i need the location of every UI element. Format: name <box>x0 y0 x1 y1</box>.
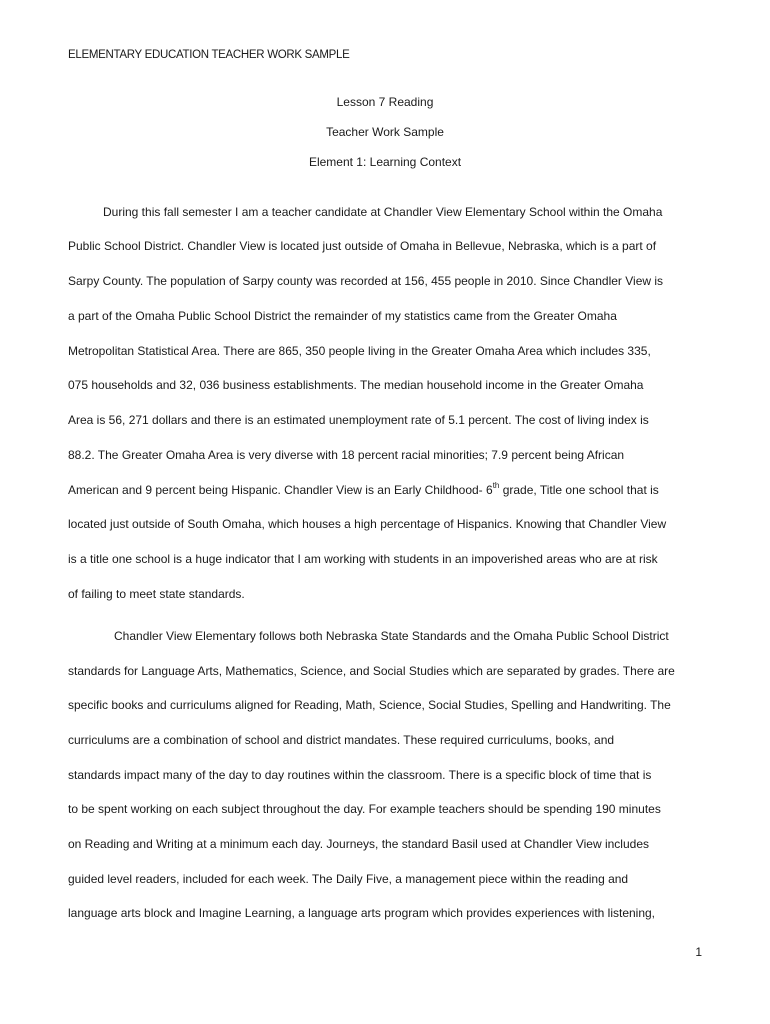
paragraph-1-line: Public School District. Chandler View is located just outside of Omaha in Bellevue, Nebraska, which is a part of <box>68 239 657 253</box>
paragraph-1-line: Metropolitan Statistical Area. There are 865, 350 people living in the Greater Omaha Area which includes 335, <box>68 344 651 358</box>
paragraph-1-line: 88.2. The Greater Omaha Area is very diverse with 18 percent racial minorities; 7.9 percent being African <box>68 448 625 462</box>
running-header: ELEMENTARY EDUCATION TEACHER WORK SAMPLE <box>68 49 350 61</box>
paragraph-1-line: Sarpy County. The population of Sarpy county was recorded at 156, 455 people in 2010. Since Chandler View is <box>68 274 664 288</box>
paragraph-2-line: language arts block and Imagine Learning, a language arts program which provides experiences with listening, <box>68 906 656 920</box>
paragraph-1-line: Area is 56, 271 dollars and there is an estimated unemployment rate of 5.1 percent. The cost of living index is <box>68 413 649 427</box>
paragraph-2-line: Chandler View Elementary follows both Nebraska State Standards and the Omaha Public School District <box>114 629 669 643</box>
paragraph-1-line: 075 households and 32, 036 business establishments. The median household income in the Greater Omaha <box>68 378 644 392</box>
paragraph-1-line: located just outside of South Omaha, which houses a high percentage of Hispanics. Knowing that Chandler View <box>68 517 667 531</box>
paragraph-1-line: of failing to meet state standards. <box>68 587 245 601</box>
paragraph-2-line: specific books and curriculums aligned for Reading, Math, Science, Social Studies, Spelling and Handwriting. The <box>68 698 671 712</box>
work-sample-title: Teacher Work Sample <box>326 125 444 139</box>
paragraph-2-line: on Reading and Writing at a minimum each day. Journeys, the standard Basil used at Chandler View includes <box>68 837 649 851</box>
paragraph-2-line: to be spent working on each subject throughout the day. For example teachers should be spending 190 minutes <box>68 802 661 816</box>
lesson-title: Lesson 7 Reading <box>336 95 434 109</box>
paragraph-1-line: During this fall semester I am a teacher candidate at Chandler View Elementary School within the Omaha <box>103 205 663 219</box>
element-title: Element 1: Learning Context <box>308 155 462 169</box>
paragraph-1-line: is a title one school is a huge indicator that I am working with students in an impoverished areas who are at risk <box>68 552 658 566</box>
line-text-before: American and 9 percent being Hispanic. Chandler View is an Early Childhood- 6 <box>68 483 493 497</box>
line-text-after: grade, Title one school that is <box>499 483 659 497</box>
paragraph-2-line: standards for Language Arts, Mathematics, Science, and Social Studies which are separated by grades. There are <box>68 664 675 678</box>
paragraph-2-line: standards impact many of the day to day routines within the classroom. There is a specific block of time that is <box>68 768 652 782</box>
paragraph-2-line: curriculums are a combination of school and district mandates. These required curriculums, books, and <box>68 733 615 747</box>
page-number: 1 <box>695 945 702 959</box>
superscript-ordinal: th <box>492 481 500 490</box>
paragraph-1-line <box>68 482 659 498</box>
paragraph-1-line: a part of the Omaha Public School District the remainder of my statistics came from the Greater Omaha <box>68 309 617 323</box>
paragraph-2-line: guided level readers, included for each week. The Daily Five, a management piece within the reading and <box>68 872 629 886</box>
